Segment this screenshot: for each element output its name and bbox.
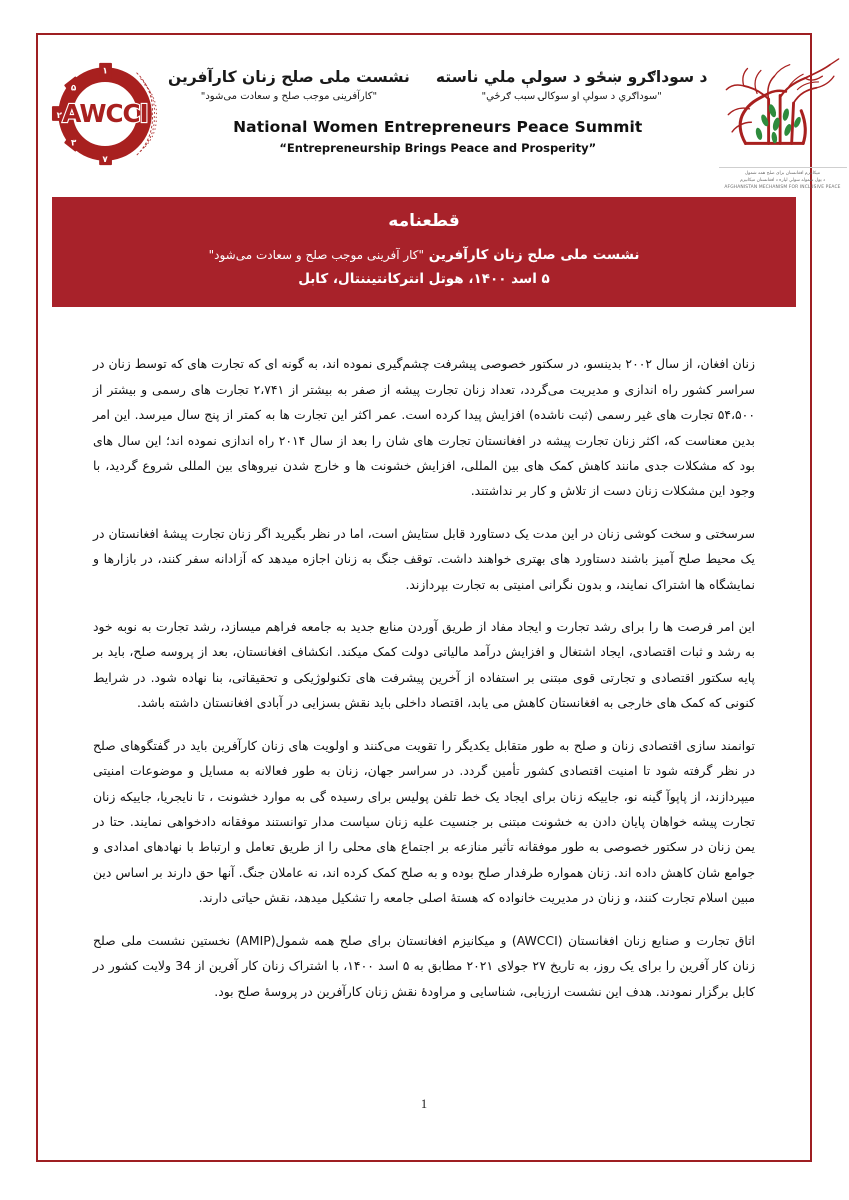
banner-summit-line: [70, 244, 778, 268]
body-paragraph: این امر فرصت ها را برای رشد تجارت و ایجاد مفاد از طریق آوردن منابع جدید به جامعه فراهم میسازد، رشد تجارت به نوبه خود به رشد و ثبات اقتصادی، ایجاد اشتغال و افزایش درآمد مالیاتی دولت کمک میکند. انکشاف افغانستان، بعد از پروسه صلح، باید بر پایه سکتور اقتصادی و تجارتی قوی مبتنی بر استفاده از آخرین پیشرفت های تکنولوژیکی و تحقیقاتی، بنا نهاده شود. در شرایط کنونی که کمک های خارجی به افغانستان کاهش می یابد، اقتصاد داخلی باید نقش بسزایی در آبادی افغانستان داشته باشد.: [93, 619, 755, 711]
header-title-dari-sub: "کارآفرینی موجب صلح و سعادت می‌شود": [200, 90, 378, 102]
banner-heading: قطعنامه: [388, 211, 460, 231]
body-paragraph: سرسختی و سخت کوشی زنان در این مدت یک دستاورد قابل ستایش است، اما در نظر بگیرید اگر زنان تجارت پیشهٔ افغانستان در یک محیط صلح آمیز باشند دستاورد های بهتری خواهند داشت. توقف جنگ به زنان اجازه میدهد که آزادانه سفر کنند، در بازارها و نمایشگاه ها اشتراک نمایند، و بدون نگرانی امنیتی به تجارت بپردازند.: [93, 525, 755, 592]
amip-logo-block: [708, 51, 849, 191]
body-paragraph: توانمند سازی اقتصادی زنان و صلح به طور متقابل یکدیگر را تقویت می‌کنند و اولویت های زنان کارآفرین باید در گفتگوهای صلح در نظر گرفته شود تا امنیت اقتصادی کشور تأمین گردد. در سراسر جهان، زنان به طور فعالانه به مسایل و موضوعات امنیتی میپردازند، از پاپوآ گینه نو، جاییکه زنان برای ایجاد یک خط تلفن پولیس برای رسیده گی به موارد خشونت ، تا نایجریا، جاییکه زنان تجارت پیشه خواهان پایان دادن به خشونت مبتنی بر جنسیت علیه زنان سیاست مدار توانستند موفقانه دادخواهی نمایند. حتا در یمن زنان در سکتور خصوصی به طور موفقانه تأثیر منازعه بر اجتماع های محلی را از طریق تعامل و ارتباط با نهادهای امدادی و جوامع شان کاهش داده اند. زنان همواره طرفدار صلح بوده و به صلح کمک کرده اند، نه عاملان جنگ. آنها حق دارند بر اساس دین مبین اسلام تجارت کنند، و زنان در مدیریت خانواده که هستهٔ اصلی جامعه را تشکیل میدهد، نقش حیاتی دارند.: [93, 737, 755, 906]
document-header: [38, 35, 841, 195]
svg-text:AWCCI: AWCCI: [62, 98, 148, 128]
amip-caption-dari: میکانیزم افغانستان برای صلح همه شمول: [744, 171, 821, 176]
header-title-dari: [168, 67, 410, 102]
banner-summit-name: نشست ملی صلح زنان کارآفرین: [428, 247, 640, 263]
banner-summit-motto: "کار آفرینی موجب صلح و سعادت می‌شود": [208, 248, 425, 262]
body-paragraph: زنان افغان، از سال ۲۰۰۲ بدینسو، در سکتور خصوصی پیشرفت چشم‌گیری نموده اند، به گونه ای که تجارت های که توسط زنان در سراسر کشور راه اندازی و مدیریت می‌گردد، تعداد زنان تجارت پیشه از صفر به بیشتر از ۲،۷۴۱ تجارت های رسمی و بیشتر از ۵۴،۵۰۰ تجارت های غیر رسمی (ثبت ناشده) افزایش پیدا کرده است. عمر اکثر این تجارت ها به کمتر از پنج سال میرسد. این امر بدین معناست که، اکثر زنان تجارت پیشه در افغانستان تجارت های شان را بعد از سال ۲۰۱۴ راه اندازی نموده اند؛ این سال های بود که مشکلات جدی مانند کاهش کمک های بین المللی، افزایش خشونت ها و خارج شدن نیروهای بین المللی شروع گردید، با وجود این مشکلات زنان دست از تلاش و کار بر نداشتند.: [93, 356, 755, 499]
header-title-pashto-main: د سوداګرو ښځو د سولې ملي ناسته: [435, 68, 708, 86]
document-page: [36, 33, 841, 1162]
amip-caption: [719, 167, 847, 191]
body-paragraph: اتاق تجارت و صنایع زنان افغانستان (AWCCI) و میکانیزم افغانستان برای صلح همه شمول(AMIP) نخستین نشست ملی صلح زنان کار آفرین را برای یک روز، به تاریخ ۲۷ جولای ۲۰۲۱ مطابق به ۵ اسد ۱۴۰۰، با اشتراک زنان کار آفرین از 34 ولایت کشور در کابل برگزار نمودند. هدف این نشست ارزیابی، شناسایی و مراودهٔ نقش زنان کارآفرین در پروسهٔ صلح بود.: [93, 932, 755, 999]
header-title-dari-main: نشست ملی صلح زنان کارآفرین: [168, 68, 410, 86]
svg-text:۵: ۵: [70, 83, 77, 94]
resolution-banner: [52, 197, 796, 307]
awcci-gear-logo-icon: [50, 55, 168, 177]
svg-text:۱: ۱: [102, 66, 108, 77]
page-number: 1: [420, 1097, 428, 1111]
svg-text:۷: ۷: [102, 155, 108, 166]
banner-date-venue: ۵ اسد ۱۴۰۰، هوتل انترکانتیننتال، کابل: [298, 270, 550, 287]
header-tagline-english: “Entrepreneurship Brings Peace and Prosperity”: [279, 140, 597, 155]
header-title-english: National Women Entrepreneurs Peace Summit: [233, 117, 643, 136]
amip-caption-english: AFGHANISTAN MECHANISM FOR INCLUSIVE PEACE: [724, 184, 841, 190]
svg-text:۳: ۳: [70, 138, 77, 149]
header-titles: [168, 45, 708, 155]
document-body: [38, 307, 810, 1004]
svg-text:۲: ۲: [56, 110, 63, 121]
amip-caption-pashto: د ټول شموله سولې لپاره د افغانستان میکانیزم: [740, 177, 825, 183]
header-title-pashto: [436, 67, 708, 102]
header-title-pashto-sub: "سوداګري د سولې او سوکالۍ سبب ګرځي": [481, 90, 662, 102]
amip-tree-map-icon: [711, 51, 849, 159]
